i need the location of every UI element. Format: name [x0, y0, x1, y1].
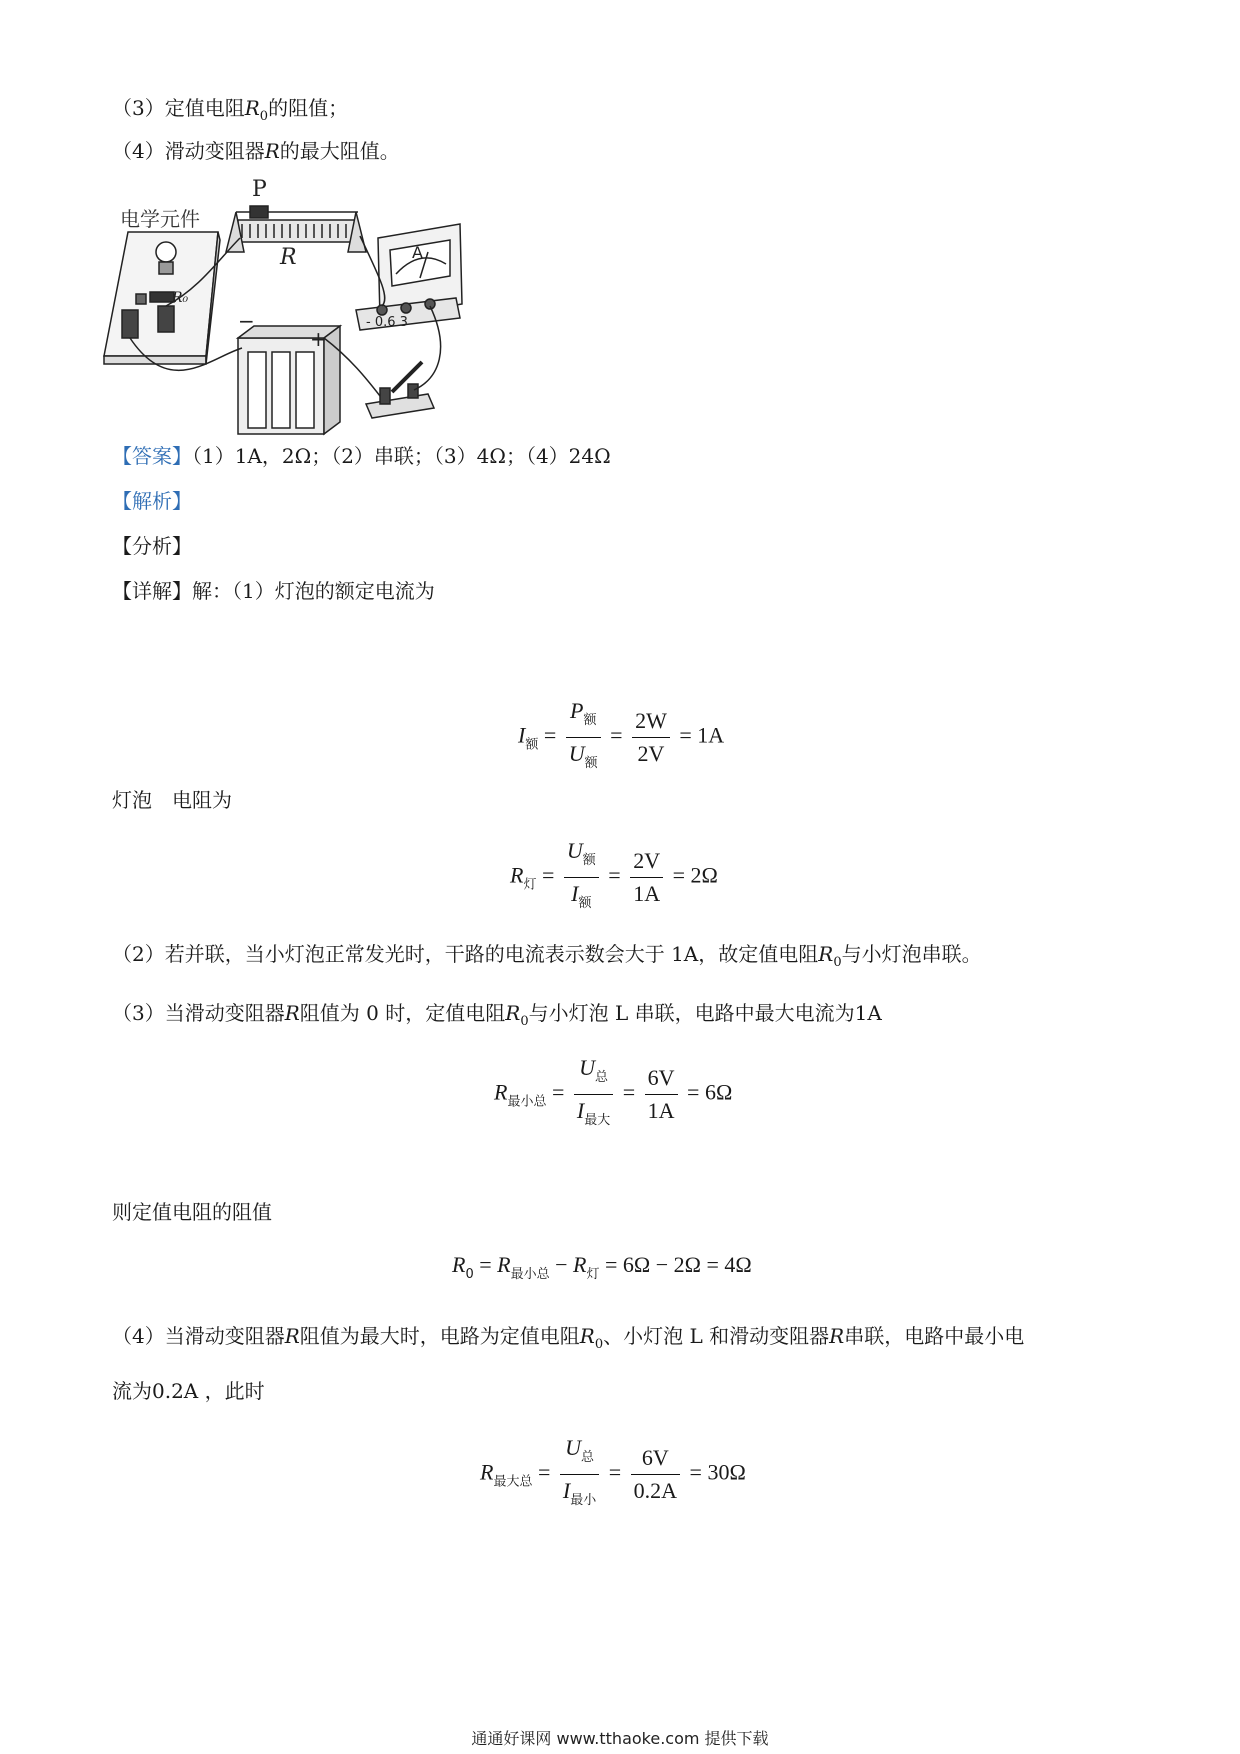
question-3: （3）定值电阻$R_0$的阻值；: [112, 96, 349, 124]
board-label: 电学元件: [120, 207, 200, 231]
paragraph-4-cont: 流为0.2A ，此时: [112, 1379, 265, 1403]
r0-value-line: 则定值电阻的阻值: [112, 1200, 272, 1224]
circuit-figure: [110, 177, 530, 460]
answer-tag: 【答案】: [112, 444, 192, 468]
detail-tag: 【详解】: [112, 579, 192, 603]
question-4: （4）滑动变阻器R的最大阻值。: [112, 139, 400, 163]
equation-5: $R_{最大总}$ = $\frac{U_总}{I_{最小}}$ = $\frac{6V}{0.2A}$ = 30Ω: [480, 1432, 746, 1517]
analysis-tag: 【解析】: [112, 489, 192, 513]
detail-text: 解：（1）灯泡的额定电流为: [192, 579, 435, 603]
answer-line: [112, 442, 611, 470]
paragraph-3: （3）当滑动变阻器R阻值为 0 时，定值电阻$R_0$与小灯泡 L 串联，电路中最大电流为1A: [112, 1001, 882, 1029]
equation-2: $R_灯$ = $\frac{U_额}{I_额}$ = $\frac{2V}{1A}$ = 2Ω: [510, 835, 718, 920]
rheostat-r-label: R: [280, 245, 297, 270]
r0-label: R₀: [172, 290, 189, 306]
circuit-illustration: [110, 177, 530, 460]
battery-minus-label: −: [238, 309, 255, 333]
footer-source: 通通好课网 www.tthaoke.com 提供下载: [471, 1729, 769, 1748]
paragraph-2: （2）若并联，当小灯泡正常发光时，干路的电流表示数会大于 1A，故定值电阻$R_0$与小灯泡串联。: [112, 942, 982, 970]
battery-plus-label: +: [310, 327, 327, 351]
answer-text: （1）1A，2Ω；（2）串联；（3）4Ω；（4）24Ω: [192, 444, 611, 468]
bulb-resistance-line: 灯泡 电阻为: [112, 788, 232, 812]
ammeter-scale-label: - 0.6 3: [366, 315, 408, 330]
rheostat-p-label: P: [252, 177, 267, 202]
fenxi-tag: 【分析】: [112, 534, 192, 558]
ammeter-a-label: A: [412, 243, 423, 262]
equation-1: $I_额$ = $\frac{P_额}{U_额}$ = $\frac{2W}{2V}$ = 1A: [518, 695, 724, 780]
equation-3: $R_{最小总}$ = $\frac{U_总}{I_{最大}}$ = $\frac{6V}{1A}$ = 6Ω: [494, 1052, 732, 1137]
paragraph-4: （4）当滑动变阻器R阻值为最大时，电路为定值电阻$R_0$、小灯泡 L 和滑动变阻器R串联，电路中最小电: [112, 1324, 1025, 1352]
equation-4: $R_0 = R_{最小总} - R_灯 = 6\Omega - 2\Omega = 4\Omega$: [452, 1252, 752, 1282]
detail-line: [112, 577, 435, 605]
